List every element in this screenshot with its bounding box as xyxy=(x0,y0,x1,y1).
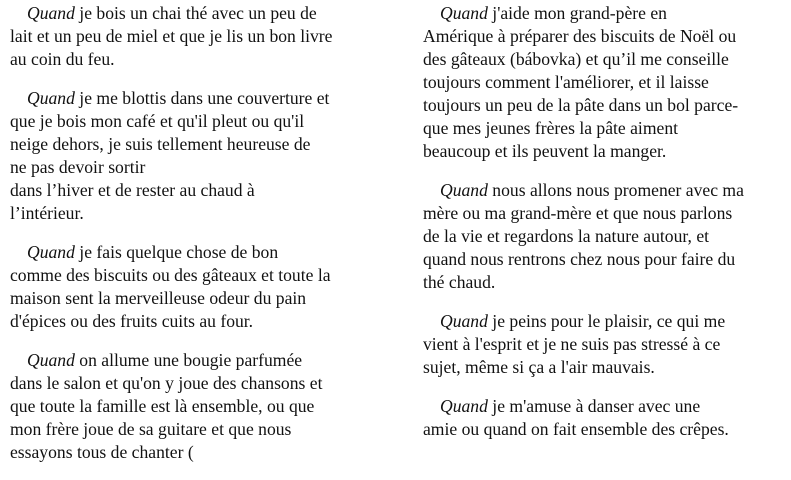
paragraph-6 xyxy=(423,179,788,294)
paragraph-line: comme des biscuits ou des gâteaux et toute la xyxy=(10,265,331,285)
paragraph-keyword: Quand xyxy=(440,311,488,331)
paragraph-line: Quand je peins pour le plaisir, ce qui me xyxy=(440,311,726,331)
paragraph-line: Quand je m'amuse à danser avec une xyxy=(440,396,701,416)
paragraph-5 xyxy=(423,2,788,163)
paragraph-line: Amérique à préparer des biscuits de Noël ou xyxy=(423,26,737,46)
paragraph-line: dans l’hiver et de rester au chaud à xyxy=(10,180,255,200)
paragraph-line: mon frère joue de sa guitare et que nous xyxy=(10,419,292,439)
paragraph-line: thé chaud. xyxy=(423,272,496,292)
paragraph-line: amie ou quand on fait ensemble des crêpes. xyxy=(423,419,729,439)
paragraph-keyword: Quand xyxy=(27,3,75,23)
paragraph-line: essayons tous de chanter ( xyxy=(10,442,194,462)
paragraph-line: au coin du feu. xyxy=(10,49,115,69)
paragraph-line: que je bois mon café et qu'il pleut ou qu'il xyxy=(10,111,305,131)
paragraph-line: beaucoup et ils peuvent la manger. xyxy=(423,141,667,161)
paragraph-line: Quand je fais quelque chose de bon xyxy=(27,242,279,262)
right-column xyxy=(423,2,788,457)
paragraph-line: neige dehors, je suis tellement heureuse de xyxy=(10,134,311,154)
paragraph-4 xyxy=(10,349,385,464)
paragraph-line: toujours comment l'améliorer, et il laisse xyxy=(423,72,709,92)
left-column xyxy=(10,2,385,480)
paragraph-line: sujet, même si ça a l'air mauvais. xyxy=(423,357,655,377)
paragraph-line: dans le salon et qu'on y joue des chansons et xyxy=(10,373,323,393)
paragraph-keyword: Quand xyxy=(440,180,488,200)
paragraph-keyword: Quand xyxy=(440,396,488,416)
paragraph-keyword: Quand xyxy=(27,350,75,370)
paragraph-3 xyxy=(10,241,385,333)
paragraph-line: Quand je bois un chai thé avec un peu de xyxy=(27,3,317,23)
paragraph-keyword: Quand xyxy=(440,3,488,23)
paragraph-line: que mes jeunes frères la pâte aiment xyxy=(423,118,678,138)
paragraph-keyword: Quand xyxy=(27,88,75,108)
paragraph-line: Quand j'aide mon grand-père en xyxy=(440,3,667,23)
paragraph-line: Quand nous allons nous promener avec ma xyxy=(440,180,744,200)
paragraph-keyword: Quand xyxy=(27,242,75,262)
paragraph-line: d'épices ou des fruits cuits au four. xyxy=(10,311,254,331)
paragraph-8 xyxy=(423,395,788,441)
paragraph-line: de la vie et regardons la nature autour, et xyxy=(423,226,710,246)
paragraph-2 xyxy=(10,87,385,225)
paragraph-line: ne pas devoir sortir xyxy=(10,157,146,177)
paragraph-1 xyxy=(10,2,385,71)
paragraph-line: Quand je me blottis dans une couverture et xyxy=(27,88,330,108)
paragraph-line: des gâteaux (bábovka) et qu’il me conseille xyxy=(423,49,729,69)
paragraph-line: mère ou ma grand-mère et que nous parlons xyxy=(423,203,733,223)
paragraph-line: quand nous rentrons chez nous pour faire du xyxy=(423,249,736,269)
paragraph-line: Quand on allume une bougie parfumée xyxy=(27,350,303,370)
paragraph-line: l’intérieur. xyxy=(10,203,84,223)
paragraph-line: vient à l'esprit et je ne suis pas stressé à ce xyxy=(423,334,721,354)
paragraph-line: lait et un peu de miel et que je lis un bon livre xyxy=(10,26,333,46)
paragraph-line: que toute la famille est là ensemble, ou que xyxy=(10,396,315,416)
paragraph-7 xyxy=(423,310,788,379)
paragraph-line: toujours un peu de la pâte dans un bol parce- xyxy=(423,95,739,115)
paragraph-line: maison sent la merveilleuse odeur du pain xyxy=(10,288,307,308)
